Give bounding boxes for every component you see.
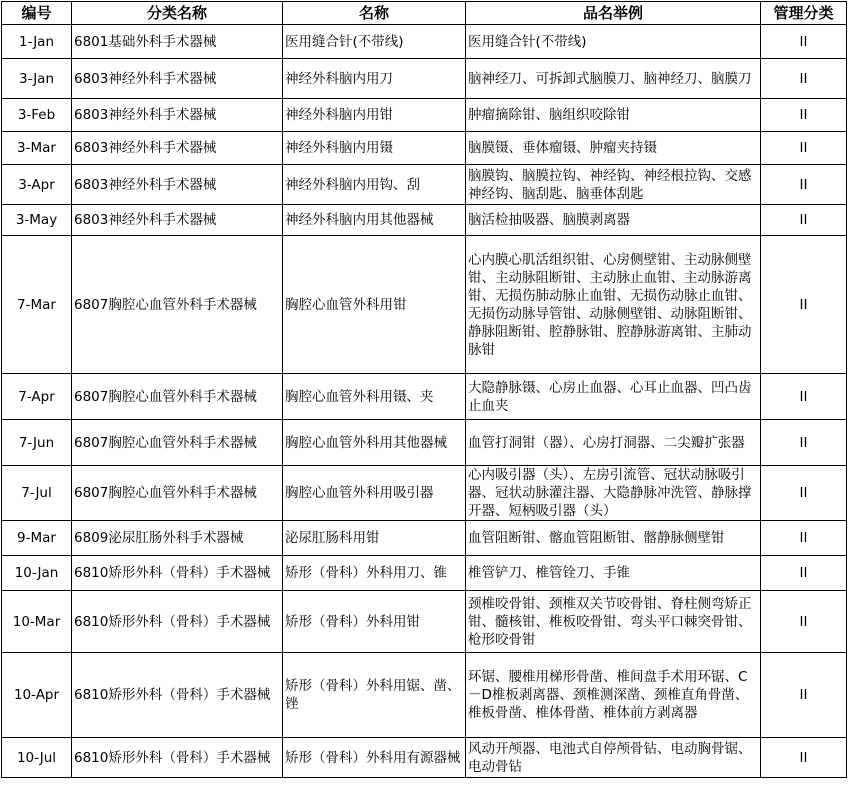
cell-id: 3-Feb <box>2 99 72 132</box>
table-row <box>2 591 847 653</box>
cell-class: II <box>761 236 847 374</box>
cell-name: 神经外科脑内用钩、刮 <box>283 165 466 205</box>
table-row <box>2 738 847 778</box>
cell-id: 10-Jul <box>2 738 72 778</box>
table-row <box>2 25 847 59</box>
cell-category: 6807胸腔心血管外科手术器械 <box>72 374 283 420</box>
table-row <box>2 521 847 556</box>
table-row <box>2 59 847 99</box>
cell-category: 6810矫形外科（骨科）手术器械 <box>72 738 283 778</box>
cell-name: 泌尿肛肠科用钳 <box>283 521 466 556</box>
table-row <box>2 236 847 374</box>
cell-examples: 脑膜镊、垂体瘤镊、肿瘤夹持镊 <box>466 132 761 165</box>
cell-category: 6810矫形外科（骨科）手术器械 <box>72 556 283 591</box>
cell-category: 6807胸腔心血管外科手术器械 <box>72 236 283 374</box>
cell-name: 胸腔心血管外科用其他器械 <box>283 420 466 466</box>
table-row <box>2 653 847 738</box>
cell-id: 7-Jun <box>2 420 72 466</box>
cell-name: 医用缝合针(不带线) <box>283 25 466 59</box>
cell-examples: 血管阻断钳、髂血管阻断钳、髂静脉侧壁钳 <box>466 521 761 556</box>
header-name: 名称 <box>283 2 466 25</box>
cell-id: 9-Mar <box>2 521 72 556</box>
header-category: 分类名称 <box>72 2 283 25</box>
cell-name: 胸腔心血管外科用吸引器 <box>283 466 466 521</box>
header-id: 编号 <box>2 2 72 25</box>
cell-id: 10-Apr <box>2 653 72 738</box>
cell-id: 10-Jan <box>2 556 72 591</box>
header-row <box>2 2 847 25</box>
cell-class: II <box>761 374 847 420</box>
cell-examples: 椎管铲刀、椎管铨刀、手锥 <box>466 556 761 591</box>
cell-category: 6803神经外科手术器械 <box>72 165 283 205</box>
cell-examples: 脑活检抽吸器、脑膜剥离器 <box>466 205 761 236</box>
cell-class: II <box>761 25 847 59</box>
cell-name: 胸腔心血管外科用钳 <box>283 236 466 374</box>
cell-examples: 环锯、腰椎用梯形骨凿、椎间盘手术用环锯、C－D椎板剥离器、颈椎测深凿、颈椎直角骨凿、椎板骨凿、椎体骨凿、椎体前方剥离器 <box>466 653 761 738</box>
cell-class: II <box>761 420 847 466</box>
cell-class: II <box>761 99 847 132</box>
cell-category: 6807胸腔心血管外科手术器械 <box>72 420 283 466</box>
cell-class: II <box>761 466 847 521</box>
header-class: 管理分类 <box>761 2 847 25</box>
cell-class: II <box>761 556 847 591</box>
table-row <box>2 205 847 236</box>
table-row <box>2 556 847 591</box>
table-row <box>2 420 847 466</box>
cell-class: II <box>761 132 847 165</box>
cell-id: 10-Mar <box>2 591 72 653</box>
cell-id: 3-May <box>2 205 72 236</box>
cell-category: 6803神经外科手术器械 <box>72 59 283 99</box>
cell-name: 神经外科脑内用刀 <box>283 59 466 99</box>
cell-id: 7-Apr <box>2 374 72 420</box>
cell-examples: 风动开颅器、电池式自停颅骨钻、电动胸骨锯、电动骨钻 <box>466 738 761 778</box>
cell-examples: 大隐静脉镊、心房止血器、心耳止血器、凹凸齿止血夹 <box>466 374 761 420</box>
cell-examples: 脑膜钩、脑膜拉钩、神经钩、神经根拉钩、交感神经钩、脑刮匙、脑垂体刮匙 <box>466 165 761 205</box>
cell-examples: 脑神经刀、可拆卸式脑膜刀、脑神经刀、脑膜刀 <box>466 59 761 99</box>
cell-class: II <box>761 59 847 99</box>
cell-class: II <box>761 591 847 653</box>
device-classification-table <box>1 1 847 778</box>
cell-examples: 医用缝合针(不带线) <box>466 25 761 59</box>
cell-name: 胸腔心血管外科用镊、夹 <box>283 374 466 420</box>
cell-examples: 心内吸引器（头）、左房引流管、冠状动脉吸引器、冠状动脉灌注器、大隐静脉冲洗管、静脉撑开器、短柄吸引器（头） <box>466 466 761 521</box>
cell-id: 3-Apr <box>2 165 72 205</box>
cell-examples: 心内膜心肌活组织钳、心房侧壁钳、主动脉侧壁钳、主动脉阻断钳、主动脉止血钳、主动脉游离钳、无损伤肺动脉止血钳、无损伤动脉止血钳、无损伤动脉导管钳、动脉侧壁钳、动脉阻断钳、静脉阻断钳、腔静脉钳、腔静脉游离钳、主肺动脉钳 <box>466 236 761 374</box>
cell-category: 6810矫形外科（骨科）手术器械 <box>72 653 283 738</box>
cell-name: 神经外科脑内用其他器械 <box>283 205 466 236</box>
cell-name: 神经外科脑内用镊 <box>283 132 466 165</box>
table-row <box>2 99 847 132</box>
cell-category: 6801基础外科手术器械 <box>72 25 283 59</box>
cell-id: 3-Mar <box>2 132 72 165</box>
table-row <box>2 165 847 205</box>
cell-class: II <box>761 165 847 205</box>
cell-name: 矫形（骨科）外科用锯、凿、锉 <box>283 653 466 738</box>
cell-class: II <box>761 738 847 778</box>
cell-name: 矫形（骨科）外科用钳 <box>283 591 466 653</box>
cell-category: 6809泌尿肛肠外科手术器械 <box>72 521 283 556</box>
cell-category: 6803神经外科手术器械 <box>72 132 283 165</box>
cell-id: 7-Jul <box>2 466 72 521</box>
table-row <box>2 132 847 165</box>
cell-id: 1-Jan <box>2 25 72 59</box>
header-examples: 品名举例 <box>466 2 761 25</box>
table-row <box>2 466 847 521</box>
cell-class: II <box>761 653 847 738</box>
cell-id: 3-Jan <box>2 59 72 99</box>
cell-category: 6807胸腔心血管外科手术器械 <box>72 466 283 521</box>
cell-examples: 肿瘤摘除钳、脑组织咬除钳 <box>466 99 761 132</box>
cell-category: 6803神经外科手术器械 <box>72 99 283 132</box>
cell-class: II <box>761 205 847 236</box>
cell-name: 矫形（骨科）外科用有源器械 <box>283 738 466 778</box>
cell-class: II <box>761 521 847 556</box>
cell-examples: 颈椎咬骨钳、颈椎双关节咬骨钳、脊柱侧弯矫正钳、髓核钳、椎板咬骨钳、弯头平口棘突骨钳、枪形咬骨钳 <box>466 591 761 653</box>
cell-name: 矫形（骨科）外科用刀、锥 <box>283 556 466 591</box>
cell-examples: 血管打洞钳（器）、心房打洞器、二尖瓣扩张器 <box>466 420 761 466</box>
cell-id: 7-Mar <box>2 236 72 374</box>
cell-name: 神经外科脑内用钳 <box>283 99 466 132</box>
cell-category: 6803神经外科手术器械 <box>72 205 283 236</box>
table-row <box>2 374 847 420</box>
cell-category: 6810矫形外科（骨科）手术器械 <box>72 591 283 653</box>
